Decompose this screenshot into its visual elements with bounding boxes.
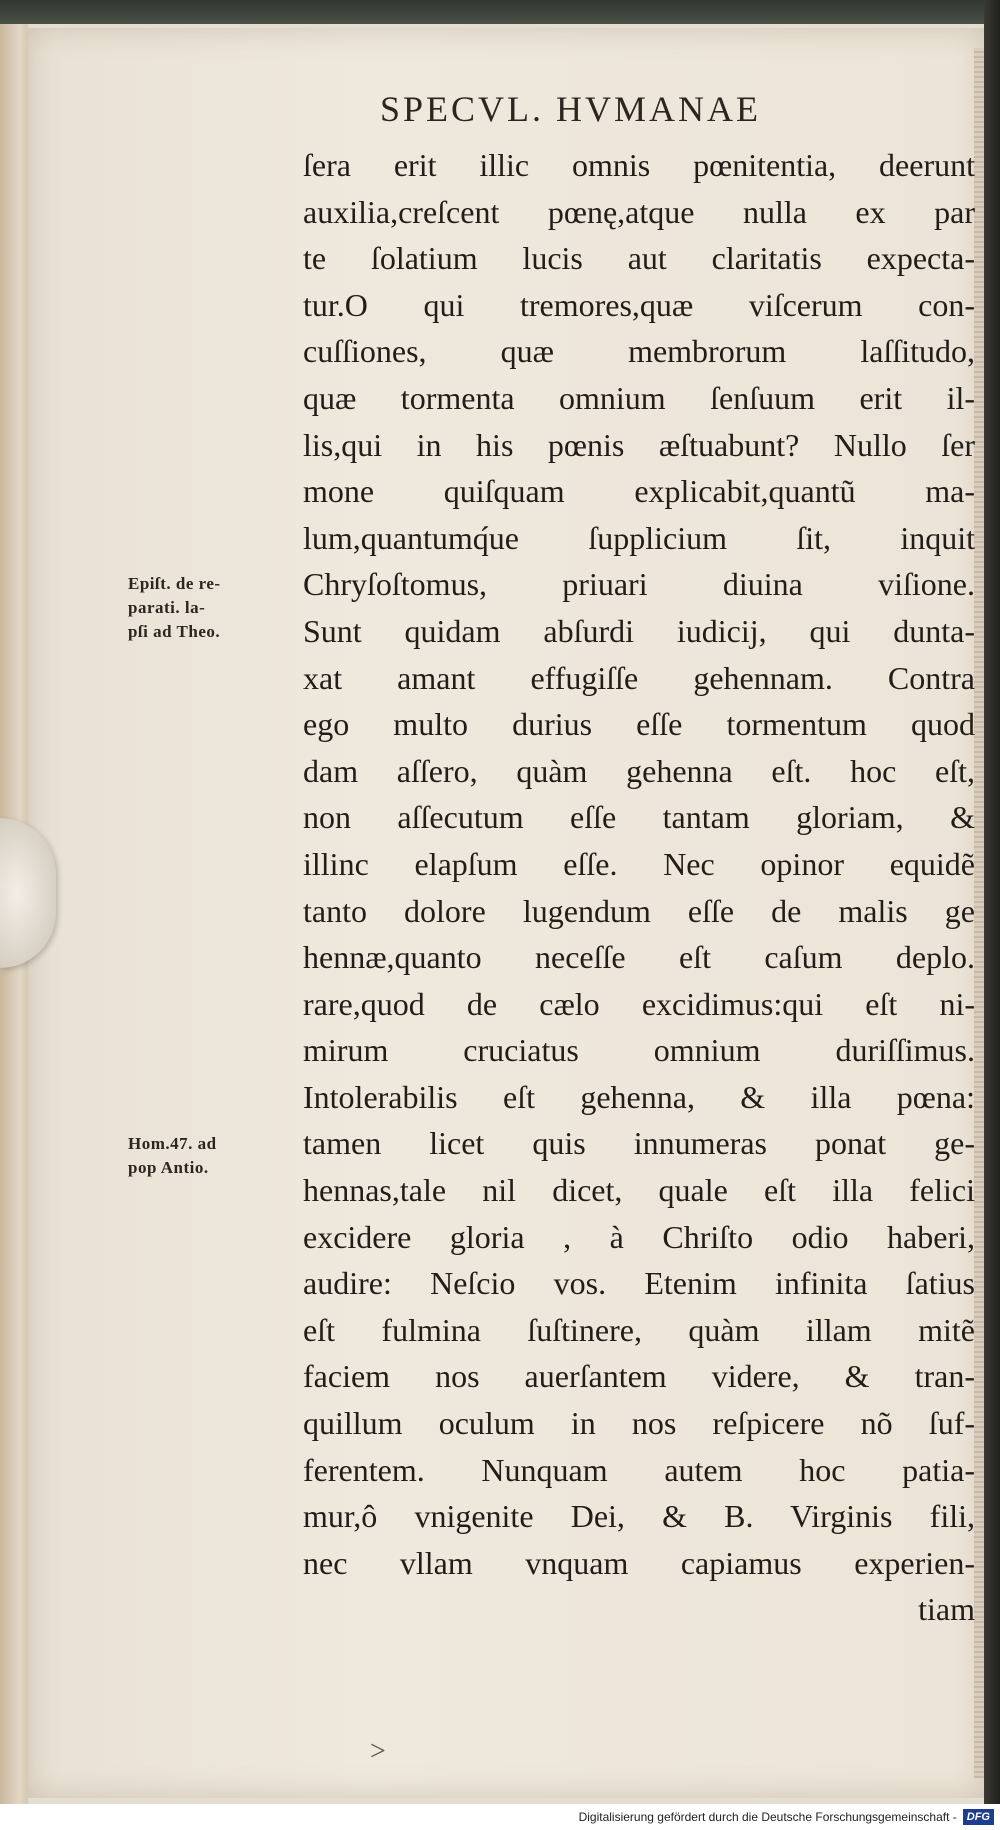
text-line: ferentem. Nunquam autem hoc patia- (303, 1451, 975, 1488)
marginal-note-line: Epiſt. de re- (128, 574, 221, 593)
text-line: non aſſecutum eſſe tantam gloriam, & (303, 799, 975, 836)
scan-top-border (0, 0, 1000, 24)
text-line: Intolerabilis eſt gehenna, & illa pœna: (303, 1078, 975, 1115)
text-line: eſt fulmina ſuſtinere, quàm illam mitẽ (303, 1311, 975, 1348)
digitization-footer (0, 1804, 1000, 1830)
body-text (303, 142, 975, 1633)
text-line: ſera erit illic omnis pœnitentia, deerunt (303, 147, 975, 183)
text-line: auxilia,creſcent pœnę,atque nulla ex par (303, 193, 975, 230)
stray-mark: > (370, 1736, 386, 1767)
marginal-note-line: parati. la- (128, 598, 206, 617)
footer-text: Digitalisierung gefördert durch die Deutsche Forschungsgemeinschaft - (578, 1810, 957, 1824)
text-line: dam aſſero, quàm gehenna eſt. hoc eſt, (303, 752, 975, 789)
text-line: tamen licet quis innumeras ponat ge- (303, 1125, 975, 1162)
marginal-note-epist (128, 572, 298, 644)
text-line: tur.O qui tremores,quæ viſcerum con- (303, 286, 975, 323)
text-line: audire: Neſcio vos. Etenim infinita ſatius (303, 1265, 975, 1302)
marginal-note-hom (128, 1132, 298, 1180)
marginal-note-line: pſi ad Theo. (128, 622, 221, 641)
text-line: cuſſiones, quæ membrorum laſſitudo, (303, 333, 975, 370)
text-line: rare,quod de cælo excidimus:qui eſt ni- (303, 985, 975, 1022)
text-line: te ſolatium lucis aut claritatis expecta- (303, 240, 975, 277)
text-line: quillum oculum in nos reſpicere nõ ſuf- (303, 1405, 975, 1442)
text-line: lum,quantumq́ue ſupplicium ſit, inquit (303, 519, 975, 556)
text-line: Sunt quidam abſurdi iudicij, qui dunta- (303, 612, 975, 649)
marginal-note-line: Hom.47. ad (128, 1134, 217, 1153)
scan-right-border (984, 0, 1000, 1830)
text-line: excidere gloria , à Chriſto odio haberi, (303, 1218, 975, 1255)
text-line: ego multo durius eſſe tormentum quod (303, 706, 975, 743)
text-line: nec vllam vnquam capiamus experien- (303, 1544, 975, 1581)
dfg-logo-icon: DFG (963, 1809, 994, 1825)
text-line: mone quiſquam explicabit,quantũ ma- (303, 473, 975, 510)
running-head: SPECVL. HVMANAE (380, 89, 762, 129)
text-line: Chryſoſtomus, priuari diuina viſione. (303, 566, 975, 603)
text-line: hennæ,quanto neceſſe eſt caſum deplo. (303, 939, 975, 976)
text-line: hennas,tale nil dicet, quale eſt illa felici (303, 1172, 975, 1209)
text-line: mirum cruciatus omnium duriſſimus. (303, 1032, 975, 1069)
text-line: tanto dolore lugendum eſſe de malis ge (303, 892, 975, 929)
text-line: xat amant effugiſſe gehennam. Contra (303, 659, 975, 696)
page-fore-edge (974, 48, 984, 1778)
text-line: mur,ô vnigenite Dei, & B. Virginis fili, (303, 1498, 975, 1535)
text-line: faciem nos auerſantem videre, & tran- (303, 1358, 975, 1395)
catchword: tiam (918, 1591, 975, 1628)
text-line: quæ tormenta omnium ſenſuum erit il- (303, 379, 975, 416)
marginal-note-line: pop Antio. (128, 1158, 209, 1177)
text-line: illinc elapſum eſſe. Nec opinor equidẽ (303, 845, 975, 882)
text-line: lis,qui in his pœnis æſtuabunt? Nullo ſer (303, 426, 975, 463)
